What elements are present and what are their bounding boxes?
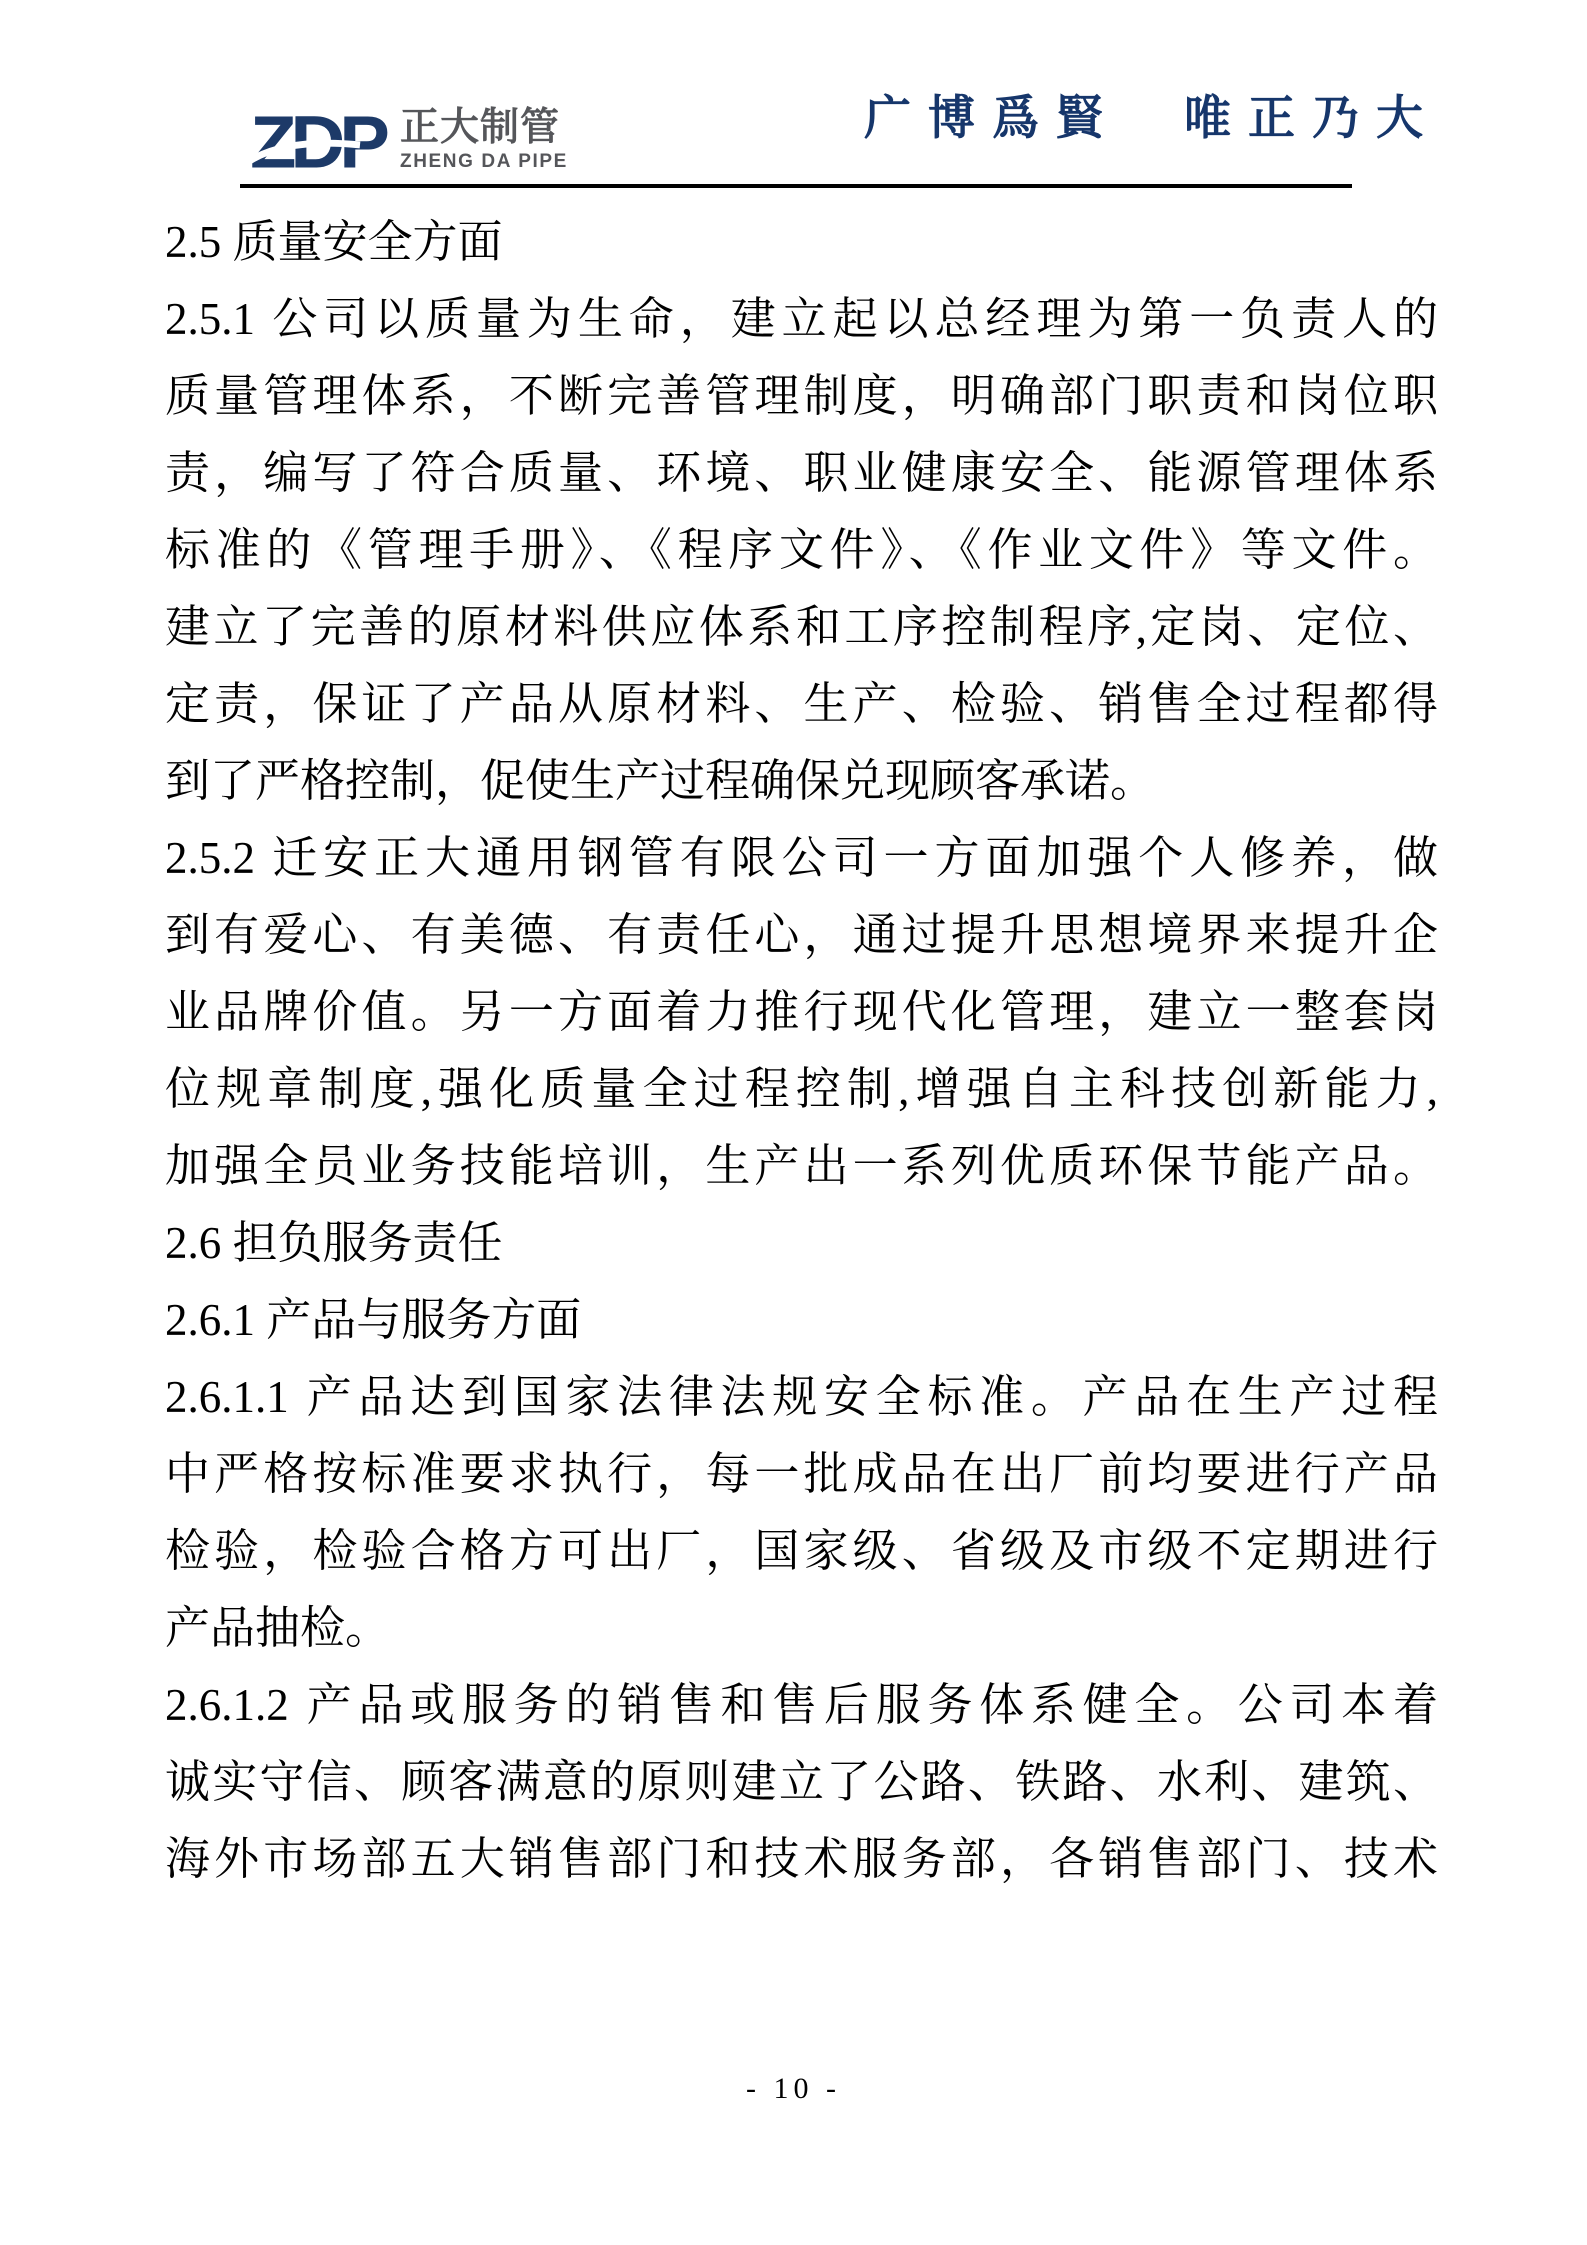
body-line: 标准的《管理手册》、《程序文件》、《作业文件》等文件。	[165, 525, 1438, 575]
body-line: 建立了完善的原材料供应体系和工序控制程序,定岗、定位、	[165, 602, 1438, 652]
body-line: 定责，保证了产品从原材料、生产、检验、销售全过程都得	[165, 679, 1438, 729]
body-line: 产品抽检。	[165, 1603, 391, 1653]
page-number: - 10 -	[746, 2072, 841, 2105]
body-line: 检验，检验合格方可出厂，国家级、省级及市级不定期进行	[165, 1526, 1438, 1576]
company-name-en: ZHENG DA PIPE	[400, 151, 568, 172]
heading-2-5: 2.5 质量安全方面	[165, 217, 503, 267]
body-line: 责，编写了符合质量、环境、职业健康安全、能源管理体系	[165, 448, 1438, 498]
body-line: 加强全员业务技能培训，生产出一系列优质环保节能产品。	[165, 1141, 1438, 1191]
company-slogan: 广博爲賢 唯正乃大	[864, 93, 1440, 145]
zdp-logo-icon	[250, 100, 384, 185]
heading-2-6-1: 2.6.1 产品与服务方面	[165, 1295, 582, 1345]
company-logo	[250, 100, 568, 185]
header-divider	[240, 184, 1352, 188]
company-name-cn: 正大制管	[400, 106, 561, 149]
body-line: 海外市场部五大销售部门和技术服务部，各销售部门、技术	[165, 1834, 1438, 1884]
body-line: 中严格按标准要求执行，每一批成品在出厂前均要进行产品	[165, 1449, 1438, 1499]
body-line: 2.5.2 迁安正大通用钢管有限公司一方面加强个人修养，做	[165, 833, 1438, 883]
body-line: 2.5.1 公司以质量为生命，建立起以总经理为第一负责人的	[165, 294, 1438, 344]
logo-acronym: ZDP	[250, 100, 384, 185]
body-line: 业品牌价值。另一方面着力推行现代化管理，建立一整套岗	[165, 987, 1438, 1037]
body-line: 到有爱心、有美德、有责任心，通过提升思想境界来提升企	[165, 910, 1438, 960]
body-line: 诚实守信、顾客满意的原则建立了公路、铁路、水利、建筑、	[165, 1757, 1438, 1807]
body-line: 位规章制度,强化质量全过程控制,增强自主科技创新能力,	[165, 1064, 1438, 1114]
body-line: 质量管理体系，不断完善管理制度，明确部门职责和岗位职	[165, 371, 1438, 421]
body-text	[165, 204, 1438, 1898]
heading-2-6: 2.6 担负服务责任	[165, 1218, 503, 1268]
body-line: 2.6.1.2 产品或服务的销售和售后服务体系健全。公司本着	[165, 1680, 1438, 1730]
logo-names	[400, 108, 568, 173]
body-line: 2.6.1.1 产品达到国家法律法规安全标准。产品在生产过程	[165, 1372, 1438, 1422]
body-line: 到了严格控制，促使生产过程确保兑现顾客承诺。	[165, 756, 1156, 806]
